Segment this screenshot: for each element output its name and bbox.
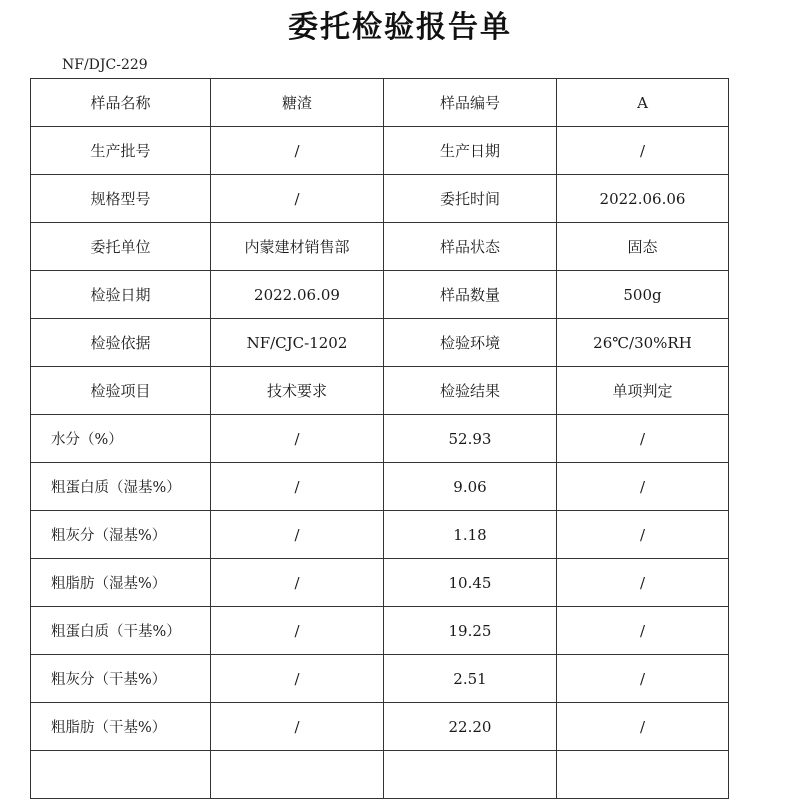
judgement-cell: / <box>557 607 729 655</box>
requirement-cell: / <box>211 463 384 511</box>
field-label: 检验日期 <box>31 271 211 319</box>
field-label: 样品状态 <box>384 223 557 271</box>
result-cell <box>384 751 557 799</box>
field-value: 内蒙建材销售部 <box>211 223 384 271</box>
judgement-cell: / <box>557 463 729 511</box>
result-cell: 9.06 <box>384 463 557 511</box>
test-item: 粗脂肪（干基%） <box>31 703 211 751</box>
results-header-row <box>31 367 729 415</box>
judgement-cell: / <box>557 655 729 703</box>
table-row <box>31 559 729 607</box>
requirement-cell: / <box>211 607 384 655</box>
requirement-cell: / <box>211 703 384 751</box>
field-value: 2022.06.09 <box>211 271 384 319</box>
table-row <box>31 703 729 751</box>
field-label: 生产批号 <box>31 127 211 175</box>
table-row <box>31 655 729 703</box>
column-header-result: 检验结果 <box>384 367 557 415</box>
column-header-judgement: 单项判定 <box>557 367 729 415</box>
field-label: 检验环境 <box>384 319 557 367</box>
field-value: 2022.06.06 <box>557 175 729 223</box>
field-value: / <box>211 175 384 223</box>
table-row <box>31 511 729 559</box>
requirement-cell <box>211 751 384 799</box>
judgement-cell: / <box>557 415 729 463</box>
requirement-cell: / <box>211 655 384 703</box>
test-item: 粗灰分（干基%） <box>31 655 211 703</box>
test-item <box>31 751 211 799</box>
requirement-cell: / <box>211 511 384 559</box>
field-label: 生产日期 <box>384 127 557 175</box>
field-value: 固态 <box>557 223 729 271</box>
field-label: 规格型号 <box>31 175 211 223</box>
field-label: 样品编号 <box>384 79 557 127</box>
table-row <box>31 79 729 127</box>
field-value: / <box>211 127 384 175</box>
field-label: 样品数量 <box>384 271 557 319</box>
table-row <box>31 463 729 511</box>
table-row <box>31 127 729 175</box>
test-item: 粗蛋白质（干基%） <box>31 607 211 655</box>
test-item: 粗蛋白质（湿基%） <box>31 463 211 511</box>
result-cell: 52.93 <box>384 415 557 463</box>
field-value: NF/CJC-1202 <box>211 319 384 367</box>
field-value: 500g <box>557 271 729 319</box>
result-cell: 1.18 <box>384 511 557 559</box>
field-label: 检验依据 <box>31 319 211 367</box>
field-label: 样品名称 <box>31 79 211 127</box>
test-item: 粗脂肪（湿基%） <box>31 559 211 607</box>
table-row <box>31 607 729 655</box>
report-title: 委托检验报告单 <box>288 10 512 45</box>
inspection-report-table <box>30 78 729 799</box>
table-row <box>31 223 729 271</box>
result-cell: 22.20 <box>384 703 557 751</box>
test-item: 水分（%） <box>31 415 211 463</box>
field-value: A <box>557 79 729 127</box>
judgement-cell: / <box>557 511 729 559</box>
requirement-cell: / <box>211 415 384 463</box>
field-value: / <box>557 127 729 175</box>
table-row <box>31 415 729 463</box>
requirement-cell: / <box>211 559 384 607</box>
table-row <box>31 319 729 367</box>
field-label: 委托时间 <box>384 175 557 223</box>
column-header-requirement: 技术要求 <box>211 367 384 415</box>
document-number: NF/DJC-229 <box>62 57 148 73</box>
field-label: 委托单位 <box>31 223 211 271</box>
column-header-item: 检验项目 <box>31 367 211 415</box>
judgement-cell: / <box>557 559 729 607</box>
result-cell: 2.51 <box>384 655 557 703</box>
test-item: 粗灰分（湿基%） <box>31 511 211 559</box>
field-value: 26℃/30%RH <box>557 319 729 367</box>
result-cell: 19.25 <box>384 607 557 655</box>
table-row <box>31 751 729 799</box>
field-value: 糖渣 <box>211 79 384 127</box>
result-cell: 10.45 <box>384 559 557 607</box>
table-row <box>31 271 729 319</box>
judgement-cell <box>557 751 729 799</box>
judgement-cell: / <box>557 703 729 751</box>
table-row <box>31 175 729 223</box>
